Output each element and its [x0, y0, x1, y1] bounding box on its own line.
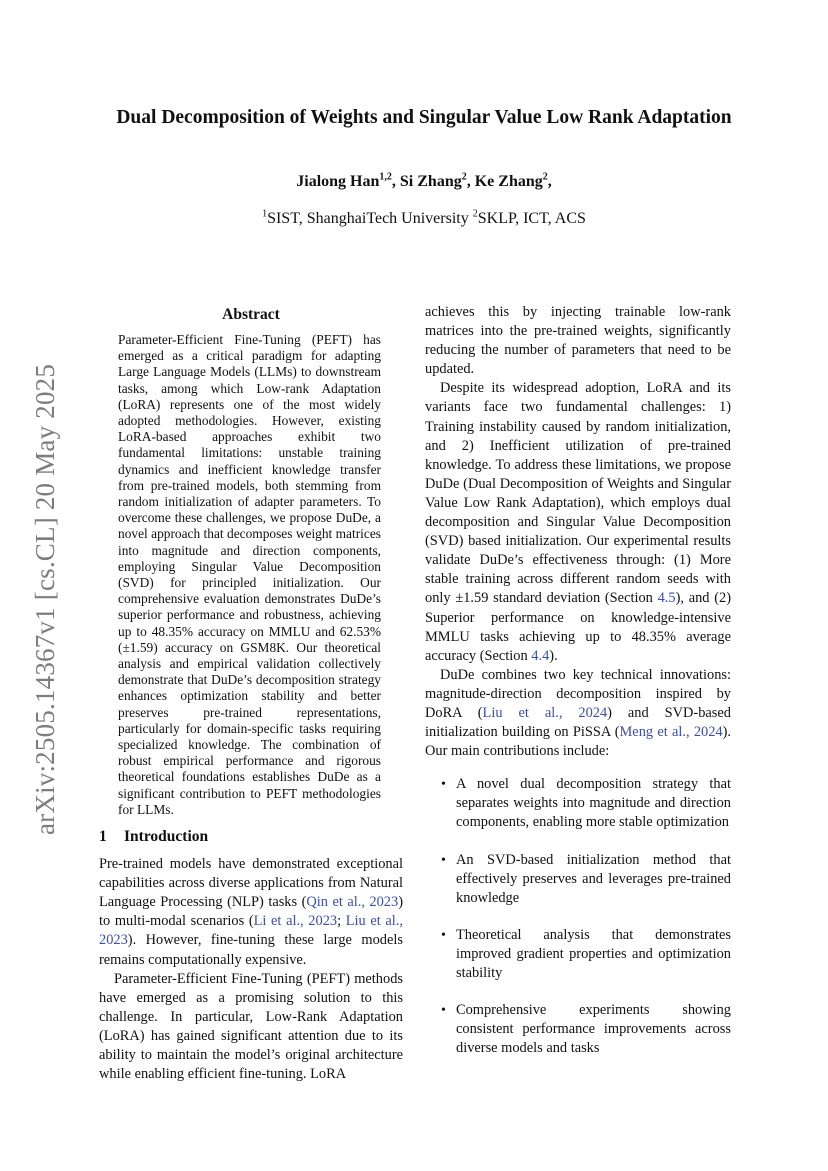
intro-paragraph-challenges: [425, 379, 731, 665]
contribution-item: [425, 851, 731, 908]
intro-paragraph-1: [99, 855, 403, 970]
affiliations: [60, 208, 788, 230]
arxiv-identifier-stamp: arXiv:2505.14367v1 [cs.CL] 20 May 2025: [30, 363, 60, 835]
paragraph-text: ). However, fine-tuning these large models remains computationally expensive.: [99, 932, 403, 968]
abstract-text: Parameter-Efficient Fine-Tuning (PEFT) has emerged as a critical paradigm for adapting Large Language Models (LLMs) to downstream tasks, among which Low-rank Adaptation (LoRA) represents one of the most widely adopted methodologies. However, existing LoRA-based approaches exhibit two fundamental limitations: unstable training dynamics and inefficient knowledge transfer from pre-trained models, both stemming from random initialization of adapter parameters. To overcome these challenges, we propose DuDe, a novel approach that decomposes weight matrices into magnitude and direction components, employing Singular Value Decomposition (SVD) for principled initialization. Our comprehensive evaluation demonstrates DuDe’s superior performance and robustness, achieving up to 48.35% accuracy on MMLU and 62.53% (±1.59) accuracy on GSM8K. Our theoretical analysis and empirical validation collectively demonstrate that DuDe’s decomposition strategy enhances optimization stability and better preserves pre-trained representations, particularly for domain-specific tasks requiring specialized knowledge. The combination of robust empirical performance and rigorous theoretical foundations establishes DuDe as a significant contribution to PEFT methodologies for LLMs.: [118, 332, 381, 817]
bullet-icon: •: [441, 1003, 446, 1019]
paragraph-text: ) to multi-modal scenarios (: [99, 894, 403, 930]
paragraph-text: ;: [337, 913, 346, 930]
intro-paragraph-continued: [425, 303, 731, 379]
bullet-icon: •: [441, 927, 446, 943]
citation-link[interactable]: Qin et al., 2023: [306, 894, 399, 911]
intro-paragraph-innovations: [425, 666, 731, 761]
affiliation-text: SIST, ShanghaiTech University: [267, 210, 473, 227]
left-column: [99, 305, 403, 1084]
author-separator: ,: [547, 173, 552, 190]
author-name: Ke Zhang: [474, 173, 543, 190]
paragraph-text: ).: [549, 647, 558, 664]
right-column: [425, 303, 731, 1076]
contribution-item: [425, 926, 731, 983]
author-affiliation-marker: 2: [461, 171, 467, 183]
contribution-text: A novel dual decomposition strategy that separates weights into magnitude and direction components, enabling more stable optimization: [456, 776, 731, 831]
contribution-item: [425, 1001, 731, 1058]
citation-link[interactable]: Liu et al., 2024: [482, 704, 608, 721]
contribution-item: [425, 775, 731, 832]
paragraph-text: achieves this by injecting trainable low-rank matrices into the pre-trained weights, significantly reducing the number of parameters that need to be updated.: [425, 304, 731, 378]
paragraph-text: Parameter-Efficient Fine-Tuning (PEFT) methods have emerged as a promising solution to this challenge. In particular, Low-Rank Adaptation (LoRA) has gained significant attention due to its ability to maintain the model’s original architecture while enabling efficient fine-tuning. LoRA: [99, 970, 403, 1083]
author-name: Jialong Han: [296, 173, 380, 190]
paragraph-text: ), and (2) Superior performance on knowledge-intensive MMLU tasks achieving up to 48.35% average accuracy (Section: [425, 590, 731, 664]
citation-link[interactable]: Meng et al., 2024: [619, 724, 723, 741]
citation-link[interactable]: 4.4: [531, 647, 550, 664]
contribution-text: Comprehensive experiments showing consistent performance improvements across diverse models and tasks: [456, 1002, 731, 1057]
author-separator: ,: [391, 173, 400, 190]
paragraph-text: Despite its widespread adoption, LoRA and its variants face two fundamental challenges: 1) Training instability caused by random initialization, and 2) Inefficient utilization of pre-trained knowledge. To address these limitations, we propose DuDe (Dual Decomposition of Weights and Singular Value Low Rank Adaptation), which employs dual decomposition and Singular Value Decomposition (SVD) based initialization. Our experimental results validate DuDe’s effectiveness through: (1) More stable training across different random seeds with only ±1.59 standard deviation (Section: [425, 380, 731, 607]
paragraph-text: DuDe combines two key technical innovations: magnitude-direction decomposition inspired by DoRA (: [425, 666, 731, 721]
paper-title: Dual Decomposition of Weights and Singular Value Low Rank Adaptation: [116, 107, 732, 128]
contribution-text: Theoretical analysis that demonstrates improved gradient properties and optimization stability: [456, 926, 731, 981]
citation-link[interactable]: Li et al., 2023: [253, 913, 338, 930]
author-affiliation-marker: 1,2: [379, 171, 392, 183]
affiliation-marker: 2: [472, 208, 478, 220]
affiliation-text: SKLP, ICT, ACS: [477, 210, 586, 227]
section-number: 1: [99, 828, 107, 846]
author-separator: ,: [466, 173, 475, 190]
paragraph-text: Pre-trained models have demonstrated exceptional capabilities across diverse applications from Natural Language Processing (NLP) tasks (: [99, 856, 403, 911]
bullet-icon: •: [441, 777, 446, 793]
bullet-icon: •: [441, 852, 446, 868]
section-title: Introduction: [124, 828, 209, 846]
paragraph-text: ) and SVD-based initialization building on PiSSA (: [425, 704, 731, 741]
citation-link[interactable]: Liu et al., 2023: [99, 913, 403, 949]
section-heading-introduction: [99, 827, 403, 847]
citation-link[interactable]: 4.5: [657, 590, 676, 607]
author-list: [60, 171, 788, 193]
paragraph-text: ). Our main contributions include:: [425, 724, 731, 760]
contributions-list: [425, 775, 731, 1058]
contribution-text: An SVD-based initialization method that effectively preserves and leverages pre-trained knowledge: [456, 851, 731, 906]
abstract-heading: Abstract: [222, 306, 280, 323]
intro-paragraph-2: [99, 970, 403, 1085]
author-affiliation-marker: 2: [542, 171, 548, 183]
author-name: Si Zhang: [399, 173, 462, 190]
affiliation-marker: 1: [262, 208, 268, 220]
